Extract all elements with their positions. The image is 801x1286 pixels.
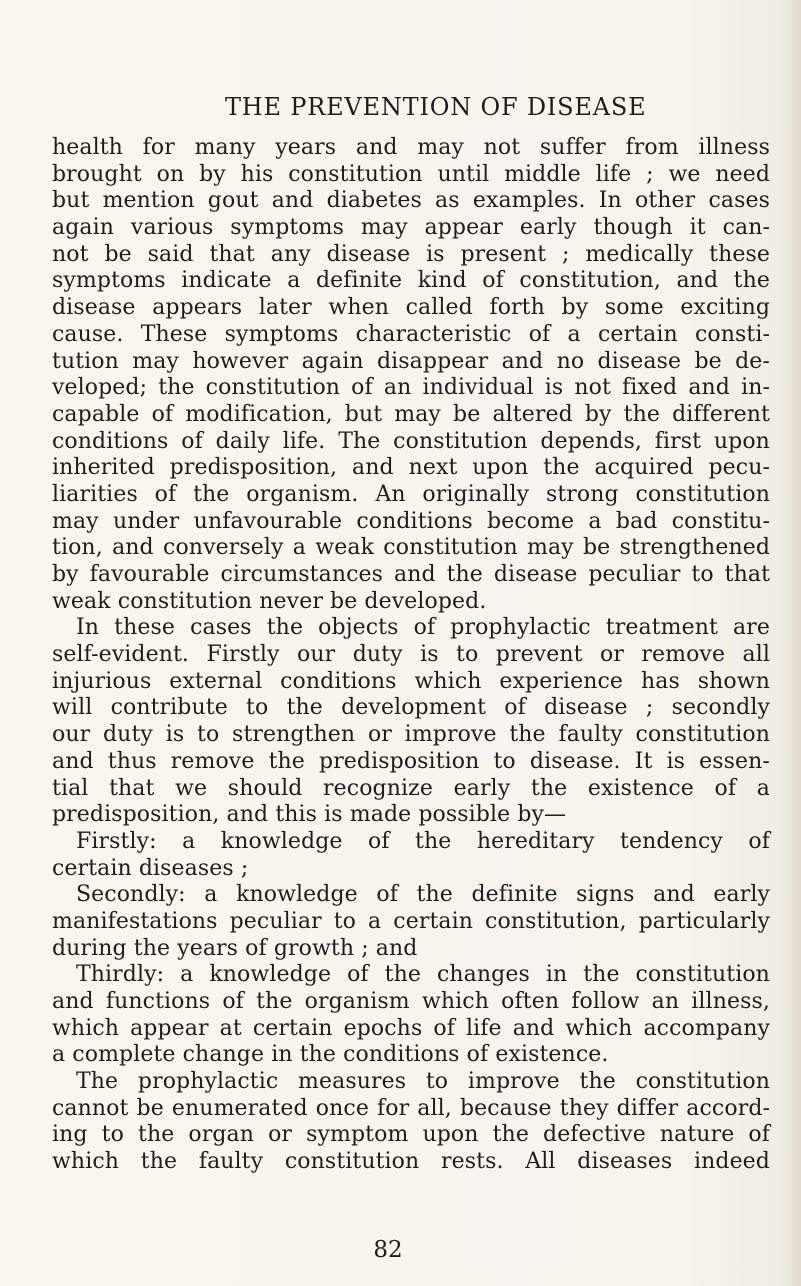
text-line: disease appears later when called forth by some exciting	[52, 295, 771, 321]
text-line: tial that we should recognize early the existence of a	[52, 775, 770, 801]
text-line: injurious external conditions which experience has shown	[52, 668, 770, 694]
text-line: veloped; the constitution of an individual is not fixed and in-	[52, 375, 771, 401]
body-text	[52, 135, 772, 1176]
text-line: tution may however again disappear and no disease be de-	[52, 348, 770, 374]
text-line: cause. These symptoms characteristic of a certain consti-	[52, 321, 771, 347]
text-line: certain diseases ;	[52, 855, 249, 881]
text-line: and functions of the organism which often follow an illness,	[52, 989, 770, 1014]
text-line: tion, and conversely a weak constitution may be strengthened	[52, 535, 771, 561]
text-line: but mention gout and diabetes as examples. In other cases	[52, 188, 770, 214]
text-line: liarities of the organism. An originally strong constitution	[52, 481, 770, 507]
text-line: again various symptoms may appear early though it can-	[52, 215, 771, 241]
text-line: inherited predisposition, and next upon the acquired pecu-	[52, 455, 771, 481]
text-line: weak constitution never be developed.	[52, 588, 487, 614]
text-line: our duty is to strengthen or improve the faulty constitution	[52, 722, 770, 748]
running-head: THE PREVENTION OF DISEASE	[225, 93, 647, 121]
text-line: capable of modification, but may be altered by the different	[52, 401, 770, 427]
text-line: brought on by his constitution until middle life ; we need	[52, 161, 771, 187]
page-number: 82	[373, 1237, 403, 1263]
text-line: ing to the organ or symptom upon the defective nature of	[52, 1122, 770, 1148]
text-line: not be said that any disease is present ; medically these	[52, 241, 771, 267]
text-line: predisposition, and this is made possible by—	[52, 802, 567, 828]
text-line: conditions of daily life. The constitution depends, first upon	[52, 428, 770, 454]
text-line: may under unfavourable conditions become a bad constitu-	[52, 508, 770, 534]
text-line: symptoms indicate a definite kind of constitution, and the	[52, 268, 771, 294]
text-line: Thirdly: a knowledge of the changes in the constitution	[76, 962, 770, 988]
text-line: cannot be enumerated once for all, because they differ accord-	[52, 1095, 771, 1121]
text-line: In these cases the objects of prophylactic treatment are	[76, 615, 770, 641]
text-line: health for many years and may not suffer from illness	[52, 135, 770, 160]
text-line: by favourable circumstances and the disease peculiar to that	[52, 562, 771, 587]
text-line: a complete change in the conditions of existence.	[52, 1042, 609, 1068]
text-line: will contribute to the development of disease ; secondly	[52, 695, 771, 721]
text-line: Firstly: a knowledge of the hereditary tendency of	[76, 828, 770, 854]
text-line: Secondly: a knowledge of the definite signs and early	[76, 882, 771, 908]
text-line: The prophylactic measures to improve the constitution	[76, 1069, 771, 1095]
text-line: manifestations peculiar to a certain constitution, particularly	[52, 908, 771, 934]
text-line: during the years of growth ; and	[52, 935, 418, 961]
text-line: which the faulty constitution rests. All diseases indeed	[52, 1149, 770, 1175]
text-line: and thus remove the predisposition to disease. It is essen-	[52, 748, 770, 774]
page-edge-shadow	[783, 0, 801, 1286]
text-line: which appear at certain epochs of life and which accompany	[52, 1015, 771, 1041]
text-line: self-evident. Firstly our duty is to prevent or remove all	[52, 642, 771, 668]
